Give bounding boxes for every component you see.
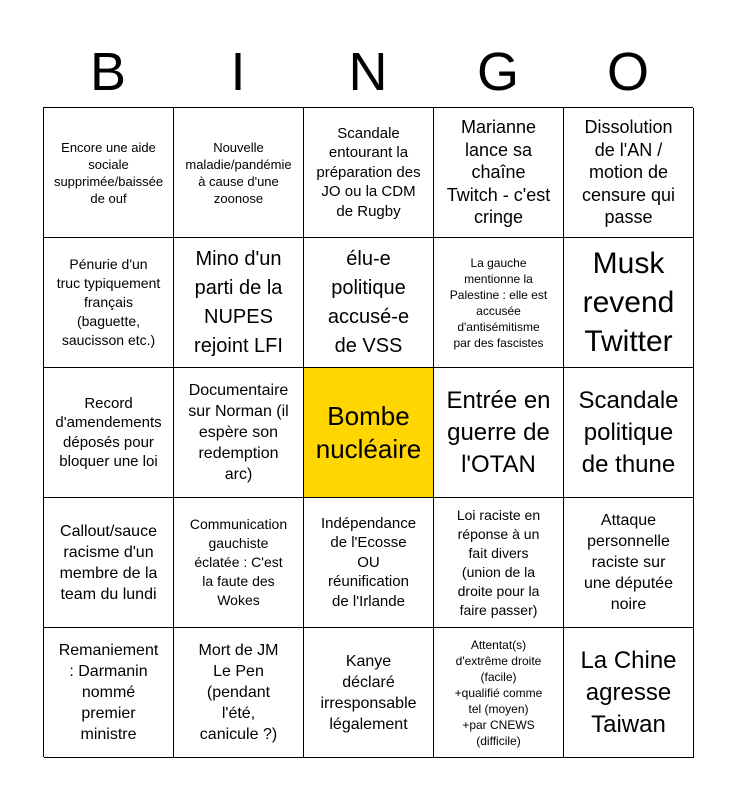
cell-text: Kanye déclaré irresponsable légalement <box>320 652 417 733</box>
bingo-cell[interactable] <box>44 238 174 368</box>
header-letter-g: G <box>476 42 519 102</box>
bingo-cell[interactable] <box>174 498 304 628</box>
cell-text: Attentat(s) d'extrême droite (facile) +qualifié comme tel (moyen) +par CNEWS (difficile) <box>454 637 543 748</box>
bingo-cell-free[interactable] <box>304 368 434 498</box>
bingo-cell[interactable] <box>564 368 694 498</box>
bingo-cell[interactable] <box>44 498 174 628</box>
header-letter-i: I <box>230 42 246 102</box>
bingo-cell[interactable] <box>174 108 304 238</box>
cell-text: Entrée en guerre de l'OTAN <box>446 386 551 478</box>
bingo-cell[interactable] <box>434 108 564 238</box>
bingo-cell[interactable] <box>174 238 304 368</box>
cell-text: Remaniement : Darmanin nommé premier ministre <box>58 642 159 743</box>
cell-text: Documentaire sur Norman (il espère son redemption arc) <box>188 382 289 483</box>
bingo-cell[interactable] <box>434 498 564 628</box>
bingo-cell[interactable] <box>434 628 564 758</box>
bingo-cell[interactable] <box>564 238 694 368</box>
bingo-cell[interactable] <box>564 108 694 238</box>
cell-text: Mort de JM Le Pen (pendant l'été, canicule ?) <box>198 642 279 743</box>
cell-text: Attaque personnelle raciste sur une députée noire <box>584 512 673 613</box>
bingo-cell[interactable] <box>44 108 174 238</box>
cell-text: élu-e politique accusé-e de VSS <box>327 247 410 357</box>
bingo-cell[interactable] <box>174 628 304 758</box>
bingo-header <box>43 40 693 104</box>
cell-text: Musk revend Twitter <box>582 247 675 358</box>
cell-text: Nouvelle maladie/pandémie à cause d'une zoonose <box>185 139 292 206</box>
bingo-cell[interactable] <box>174 368 304 498</box>
bingo-cell[interactable] <box>434 238 564 368</box>
bingo-cell[interactable] <box>304 498 434 628</box>
bingo-cell[interactable] <box>304 628 434 758</box>
cell-text: Callout/sauce racisme d'un membre de la team du lundi <box>59 522 158 603</box>
cell-text: Scandale entourant la préparation des JO ou la CDM de Rugby <box>316 124 421 220</box>
bingo-cell[interactable] <box>434 368 564 498</box>
bingo-cell[interactable] <box>304 238 434 368</box>
cell-text: Marianne lance sa chaîne Twitch - c'est cringe <box>446 117 551 228</box>
bingo-cell[interactable] <box>44 368 174 498</box>
header-letter-n: N <box>348 42 388 102</box>
bingo-cell[interactable] <box>304 108 434 238</box>
cell-text: Pénurie d'un truc typiquement français (baguette, saucisson etc.) <box>56 256 161 348</box>
cell-text: Encore une aide sociale supprimée/baissée de ouf <box>53 139 164 206</box>
bingo-cell[interactable] <box>44 628 174 758</box>
header-letter-o: O <box>606 42 649 102</box>
bingo-cell[interactable] <box>564 498 694 628</box>
cell-text: La Chine agresse Taiwan <box>580 646 677 738</box>
cell-text: Communication gauchiste éclatée : C'est la faute des Wokes <box>189 516 288 608</box>
cell-text: Dissolution de l'AN / motion de censure qui passe <box>581 117 676 228</box>
cell-text: Bombe nucléaire <box>315 400 422 464</box>
cell-text: Mino d'un parti de la NUPES rejoint LFI <box>194 247 283 357</box>
cell-text: Loi raciste en réponse à un fait divers (union de la droite pour la faire passer) <box>456 506 541 618</box>
cell-text: Indépendance de l'Ecosse OU réunification de l'Irlande <box>320 514 417 610</box>
header-letter-b: B <box>89 42 127 102</box>
bingo-grid <box>43 107 693 757</box>
cell-text: Record d'amendements déposés pour bloquer une loi <box>55 394 162 470</box>
bingo-cell[interactable] <box>564 628 694 758</box>
cell-text: La gauche mentionne la Palestine : elle est accusée d'antisémitisme par des fascistes <box>449 255 548 350</box>
cell-text: Scandale politique de thune <box>578 386 679 478</box>
